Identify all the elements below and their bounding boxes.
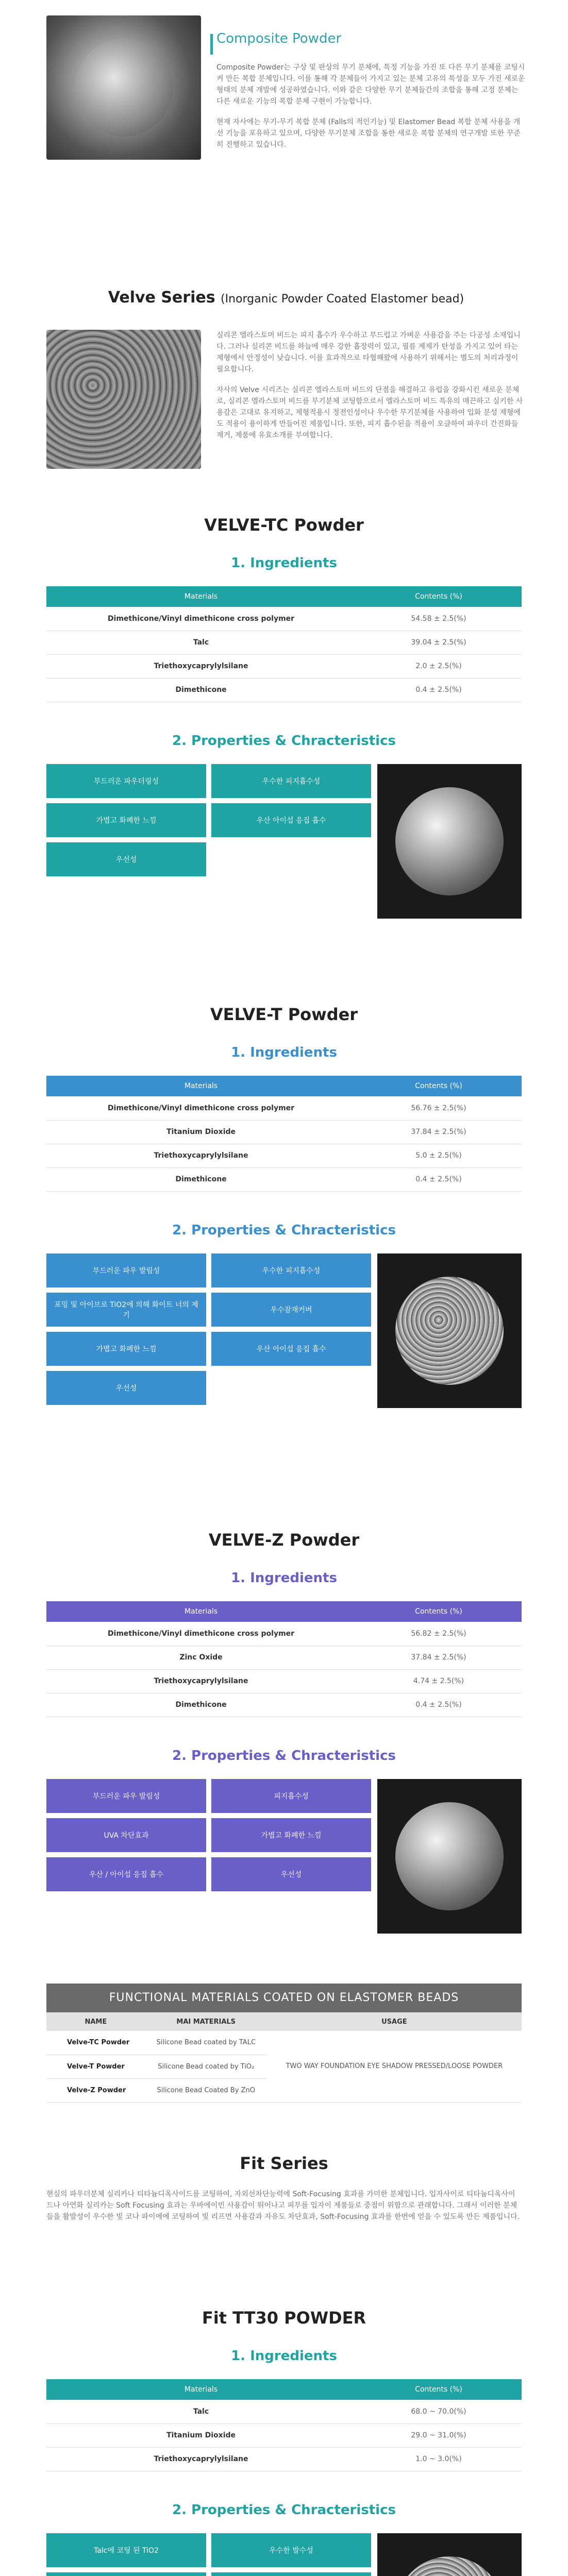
fit-series-title: Fit Series [240, 2154, 328, 2173]
product-title: VELVE-TC Powder [204, 515, 364, 535]
velve-series-section [46, 289, 526, 439]
content-value: 56.82 ± 2.5(%) [356, 1622, 522, 1646]
properties-block [46, 1779, 522, 1949]
table-row [46, 2400, 522, 2424]
content-value: 5.0 ± 2.5(%) [356, 1144, 522, 1167]
content-value: 39.04 ± 2.5(%) [356, 631, 522, 654]
velve-para1: 실리콘 엘라스토머 비드는 피지 흡수가 우수하고 부드럽고 가벼운 사용감을 주는 다공성 소재입니다. 그러나 실리콘 비드를 하늘에 매우 강한 흡장력이 있고, 필름 제제가 탄성을 가지고 있어 타는 제형에서 안정성이 낮습니다. 이를 효과적으로 타협해왔에 사용하기 위해서는 별도의 처리과정이 필요합니다. [216, 331, 521, 374]
property-cell: 부드러운 파우 발림성 [46, 1253, 206, 1287]
properties-grid [46, 1779, 371, 1891]
col-materials: MAI MATERIALS [145, 2012, 267, 2031]
powder-sem-photo [377, 1253, 522, 1408]
velve-series-title: Velve Series (Inorganic Powder Coated Elastomer bead) [108, 289, 464, 307]
properties-block [46, 764, 522, 934]
property-cell: 피지흡수성 [211, 1779, 371, 1813]
property-cell: 부드러운 파우더링성 [46, 764, 206, 798]
fit-series-section [46, 2154, 522, 2223]
fit-series-para: 현실의 파우더분체 실리카나 티타늄디옥사이드를 코팅하여, 자외선차단능력에 Soft-Focusing 효과를 가미한 분체입니다. 입자사이로 티타늄디옥사이드나 아연화 실리카는 Soft Focusing 효과는 우바에이빈 사용감이 뛰어나고 피부를 입자이 제품들로 중점이 위함으로 관래합니다. 그래서 이러한 분체들을 활발성이 우수한 빛 코나 파이에에 코팅하여 빛 리프면 사용감과 자유도 차단효과, Soft-Focusing 효과를 한번에 얻을 수 있도록 만든 제품입니다. [46, 2190, 520, 2221]
table-row [46, 1646, 522, 1669]
material-name: Triethoxycaprylylsilane [46, 1144, 356, 1167]
property-cell: 우선성 [211, 1857, 371, 1891]
row-material: Silicone Bead Coated By ZnO [145, 2078, 267, 2102]
ingredients-table [46, 2379, 522, 2471]
material-name: Talc [46, 631, 356, 654]
table-row [46, 1120, 522, 1144]
ingredients-table [46, 1076, 522, 1192]
table-row [46, 654, 522, 678]
property-cell: 가볍고 화폐한 느낌 [211, 1818, 371, 1852]
table-row [46, 2447, 522, 2471]
content-value: 29.0 ~ 31.0(%) [356, 2424, 522, 2447]
content-value: 2.0 ± 2.5(%) [356, 654, 522, 678]
col-contents: Contents (%) [415, 1607, 462, 1616]
table-row [46, 1693, 522, 1717]
row-name: Velve-TC Powder [46, 2031, 145, 2055]
ingredients-title: 1. Ingredients [231, 2348, 337, 2364]
properties-grid [46, 764, 371, 876]
intro-para1: Composite Powder는 구상 및 판상의 무기 분체에, 특정 기능을 가진 또 다른 무기 분체를 코팅시켜 만든 복합 분체입니다. 이를 통해 각 분체들이 가지고 있는 분체 고유의 특성을 모두 가진 새로운 형태의 분체 개발에 성공하였습니다. 이와 같은 다양한 무기 분체들간의 조합을 통해 고정 분체는 다른 새로운 기능의 복합 분체 구현이 가능합니다. [216, 63, 525, 106]
product-title: VELVE-Z Powder [208, 1530, 360, 1550]
row-name: Velve-Z Powder [46, 2078, 145, 2102]
material-name: Dimethicone/Vinyl dimethicone cross polymer [46, 607, 356, 631]
table-row [46, 1096, 522, 1120]
intro-text [216, 31, 526, 160]
col-contents: Contents (%) [415, 592, 462, 601]
intro-para2: 현재 자사에는 무기-무기 복합 분체 (Falls의 적인기능) 및 Elastomer Bead 복합 분체 사용을 개선 기능을 포유하고 있으며, 다양한 무기분체 조합을 통한 새로운 복합 분체의 연구개발 또한 꾸준히 진행하고 있습니다. [216, 118, 521, 149]
functional-title: FUNCTIONAL MATERIALS COATED ON ELASTOMER BEADS [46, 1984, 522, 2012]
material-name: Dimethicone [46, 1167, 356, 1191]
material-name: Zinc Oxide [46, 1646, 356, 1669]
col-materials: Materials [184, 1607, 218, 1616]
property-cell: Talc에 코팅 된 TiO2 [46, 2533, 206, 2567]
powder-sem-photo [377, 2533, 522, 2576]
table-row [46, 1144, 522, 1167]
intro-title: Composite Powder [216, 31, 342, 46]
property-cell: 우산 / 아이섭 응집 흡수 [46, 1857, 206, 1891]
particle-image [395, 2556, 504, 2576]
functional-materials-table [46, 1984, 522, 2103]
col-materials: Materials [184, 1082, 218, 1090]
material-name: Dimethicone/Vinyl dimethicone cross polymer [46, 1622, 356, 1646]
properties-block [46, 2533, 522, 2576]
table-row [46, 607, 522, 631]
content-value: 68.0 ~ 70.0(%) [356, 2400, 522, 2424]
material-name: Dimethicone/Vinyl dimethicone cross polymer [46, 1096, 356, 1120]
property-cell: 가볍고 화폐한 느낌 [46, 803, 206, 837]
content-value: 37.84 ± 2.5(%) [356, 1120, 522, 1144]
material-name: Dimethicone [46, 1693, 356, 1717]
properties-block [46, 1253, 522, 1460]
particle-image [395, 787, 504, 895]
property-cell: 우선성 [46, 842, 206, 876]
row-usage: TWO WAY FOUNDATION EYE SHADOW PRESSED/LOOSE POWDER [267, 2031, 522, 2102]
property-cell: 우수잠재커버 [211, 1293, 371, 1327]
property-cell: 포밍 및 아이브로 TiO2에 의해 화이트 너의 제기 [46, 1293, 206, 1327]
ingredients-title: 1. Ingredients [231, 1045, 337, 1060]
content-value: 1.0 ~ 3.0(%) [356, 2447, 522, 2471]
content-value: 0.4 ± 2.5(%) [356, 1167, 522, 1191]
product-velve-z [46, 1530, 522, 1949]
col-materials: Materials [184, 2385, 218, 2394]
ingredients-title: 1. Ingredients [231, 555, 337, 571]
properties-grid [46, 2533, 371, 2576]
property-cell: 가볍고 화폐한 느낌 [46, 1332, 206, 1366]
powder-sem-photo [377, 1779, 522, 1934]
properties-title: 2. Properties & Chracteristics [172, 1222, 396, 1238]
property-cell: 부드러운 파우 발림성 [46, 1779, 206, 1813]
table-row [46, 678, 522, 702]
composite-powder-photo [46, 15, 201, 160]
row-name: Velve-T Powder [46, 2055, 145, 2078]
velve-series-text [216, 330, 526, 450]
table-row [46, 631, 522, 654]
velve-para2: 자사의 Velve 시리즈는 실리콘 엘라스토머 비드의 단점을 해결하고 유럽을 강화시킨 새로운 분체로, 실리콘 엘라스토머 비드를 무기분체 코팅함으로서 엘라스토머 비드 특유의 매끈하고 실키한 사용감은 고대로 유지하고, 제형적용시 정전인성이나 우수한 무기분체를 사용하여 입화 분성 제형에도 적용이 용이하게 만들어진 제품입니다. 또한, 피지 흡수된을 적용이 오클하여 파우더 간진화들 제거, 제품에 유효소개를 부여합니다. [216, 386, 523, 439]
row-material: Silicone Bead coated by TALC [145, 2031, 267, 2055]
properties-grid [46, 1253, 371, 1405]
material-name: Triethoxycaprylylsilane [46, 1669, 356, 1693]
col-contents: Contents (%) [415, 1082, 462, 1090]
material-name: Titanium Dioxide [46, 1120, 356, 1144]
table-row [46, 1622, 522, 1646]
functional-table [46, 2012, 522, 2103]
product-velve-tc [46, 515, 522, 934]
ingredients-table [46, 1601, 522, 1717]
product-title: Fit TT30 POWDER [202, 2308, 366, 2328]
material-name: Talc [46, 2400, 356, 2424]
content-value: 54.58 ± 2.5(%) [356, 607, 522, 631]
properties-title: 2. Properties & Chracteristics [172, 1748, 396, 1764]
properties-title: 2. Properties & Chracteristics [172, 733, 396, 749]
col-usage: USAGE [267, 2012, 522, 2031]
particle-image [395, 1277, 504, 1385]
property-cell [211, 2572, 371, 2576]
product-velve-t [46, 1005, 522, 1460]
intro-section [46, 15, 526, 211]
table-row [46, 2424, 522, 2447]
ingredients-title: 1. Ingredients [231, 1570, 337, 1586]
properties-title: 2. Properties & Chracteristics [172, 2502, 396, 2518]
table-row [46, 1167, 522, 1191]
content-value: 0.4 ± 2.5(%) [356, 678, 522, 702]
product-title: VELVE-T Powder [210, 1005, 358, 1024]
table-row [46, 1669, 522, 1693]
col-contents: Contents (%) [415, 2385, 462, 2394]
property-cell: 우선성 [46, 1371, 206, 1405]
col-materials: Materials [184, 592, 218, 601]
property-cell: 우산 아이섭 응집 흡수 [211, 1332, 371, 1366]
elastomer-bead-photo [46, 330, 201, 469]
material-name: Titanium Dioxide [46, 2424, 356, 2447]
material-name: Triethoxycaprylylsilane [46, 2447, 356, 2471]
property-cell: 우산 아이섭 응집 흡수 [211, 803, 371, 837]
content-value: 4.74 ± 2.5(%) [356, 1669, 522, 1693]
content-value: 0.4 ± 2.5(%) [356, 1693, 522, 1717]
property-cell [46, 2572, 206, 2576]
content-value: 37.84 ± 2.5(%) [356, 1646, 522, 1669]
powder-sem-photo [377, 764, 522, 919]
material-name: Dimethicone [46, 678, 356, 702]
property-cell: 우수한 피지흡수성 [211, 1253, 371, 1287]
product-fit-tt30 [46, 2308, 522, 2576]
content-value: 56.76 ± 2.5(%) [356, 1096, 522, 1120]
table-row [46, 2031, 522, 2055]
particle-image [395, 1802, 504, 1910]
property-cell: UVA 차단효과 [46, 1818, 206, 1852]
material-name: Triethoxycaprylylsilane [46, 654, 356, 678]
ingredients-table [46, 586, 522, 702]
title-accent-bar [210, 34, 213, 55]
property-cell: 우수한 발수성 [211, 2533, 371, 2567]
row-material: Silicone Bead coated by TiO₂ [145, 2055, 267, 2078]
property-cell: 우수한 피지흡수성 [211, 764, 371, 798]
col-name: NAME [46, 2012, 145, 2031]
